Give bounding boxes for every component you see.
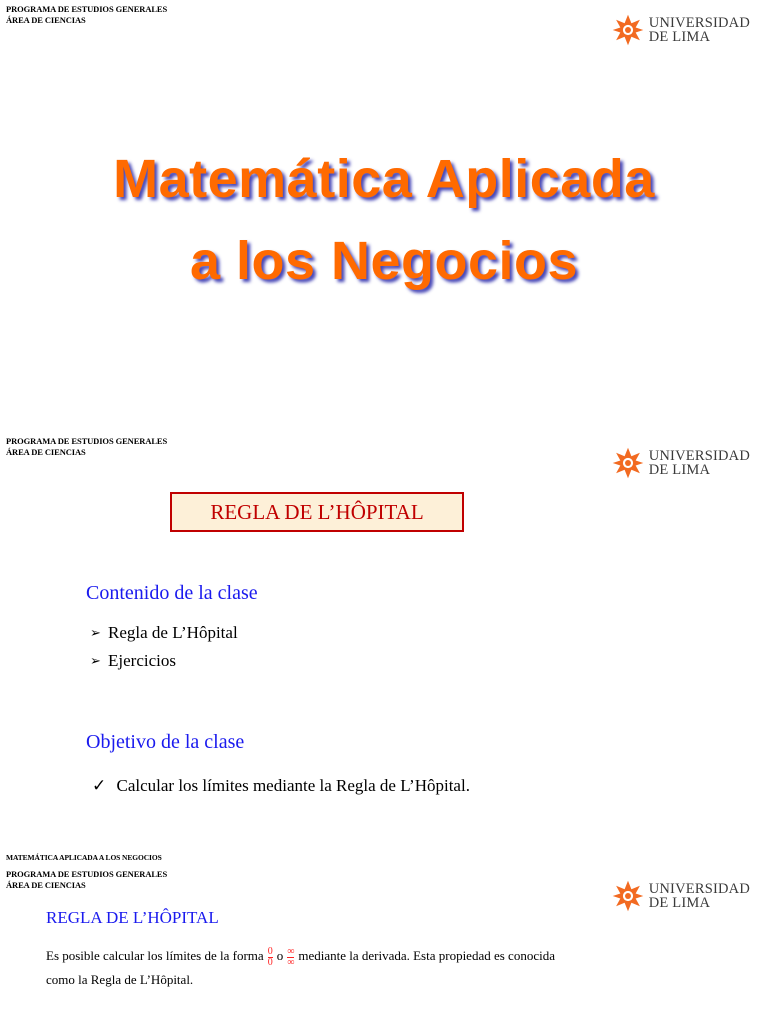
list-item [90, 623, 238, 643]
area-label: ÁREA DE CIENCIAS [6, 15, 86, 25]
fraction-inf-over-inf [287, 947, 294, 968]
arrow-bullet-icon: ➢ [90, 653, 101, 668]
program-label: PROGRAMA DE ESTUDIOS GENERALES [6, 869, 168, 879]
area-label: ÁREA DE CIENCIAS [6, 880, 86, 890]
title-line2: a los Negocios [189, 231, 579, 291]
rule-title: REGLA DE L’HÔPITAL [46, 908, 219, 927]
logo-line1: UNIVERSIDAD [648, 881, 750, 897]
logo-line2: DE LIMA [648, 462, 711, 478]
sunburst-logo-icon [611, 13, 645, 47]
frac2-num: ∞ [287, 945, 295, 957]
title-line1: Matemática Aplicada [113, 149, 655, 209]
frac1-num: 0 [267, 945, 273, 957]
logo-line1: UNIVERSIDAD [648, 448, 750, 464]
sunburst-logo-icon [611, 446, 645, 480]
list-item [90, 651, 176, 671]
list-item-label: Regla de L’Hôpital [108, 623, 238, 642]
text-after: mediante la derivada. Esta propiedad es conocida [298, 948, 555, 963]
logo-line1: UNIVERSIDAD [648, 15, 750, 31]
logo-line2: DE LIMA [648, 29, 711, 45]
frac2-den: ∞ [287, 956, 295, 968]
university-logo [611, 879, 750, 913]
logo-line2: DE LIMA [648, 895, 711, 911]
checkmark-icon: ✓ [92, 776, 107, 795]
slide-contents [0, 430, 768, 840]
list-item-label: Ejercicios [108, 651, 176, 670]
university-logo [611, 13, 750, 47]
area-label: ÁREA DE CIENCIAS [6, 447, 86, 457]
program-label: PROGRAMA DE ESTUDIOS GENERALES [6, 4, 168, 14]
university-logo [611, 446, 750, 480]
fraction-zero-over-zero [268, 947, 273, 968]
arrow-bullet-icon: ➢ [90, 625, 101, 640]
objetivo-heading: Objetivo de la clase [86, 731, 245, 753]
connector: o [276, 948, 284, 963]
course-label: MATEMÁTICA APLICADA A LOS NEGOCIOS [6, 853, 162, 862]
objective-item [92, 776, 470, 796]
slide-rule [0, 840, 768, 1024]
program-label: PROGRAMA DE ESTUDIOS GENERALES [6, 436, 168, 446]
sunburst-logo-icon [611, 879, 645, 913]
objective-text: Calcular los límites mediante la Regla de L’Hôpital. [116, 776, 470, 795]
header-text [6, 869, 167, 891]
slide-title [0, 0, 768, 430]
header-text [6, 436, 167, 458]
header-text [6, 4, 167, 26]
section-title: REGLA DE L’HÔPITAL [210, 499, 424, 524]
contenido-heading: Contenido de la clase [86, 582, 258, 604]
slide-main-title [0, 138, 768, 302]
section-title-box [170, 492, 464, 532]
text-before: Es posible calcular los límites de la forma [46, 948, 264, 963]
text-line2: como la Regla de L’Hôpital. [46, 971, 194, 987]
frac1-den: 0 [267, 956, 273, 968]
rule-paragraph [46, 944, 686, 991]
